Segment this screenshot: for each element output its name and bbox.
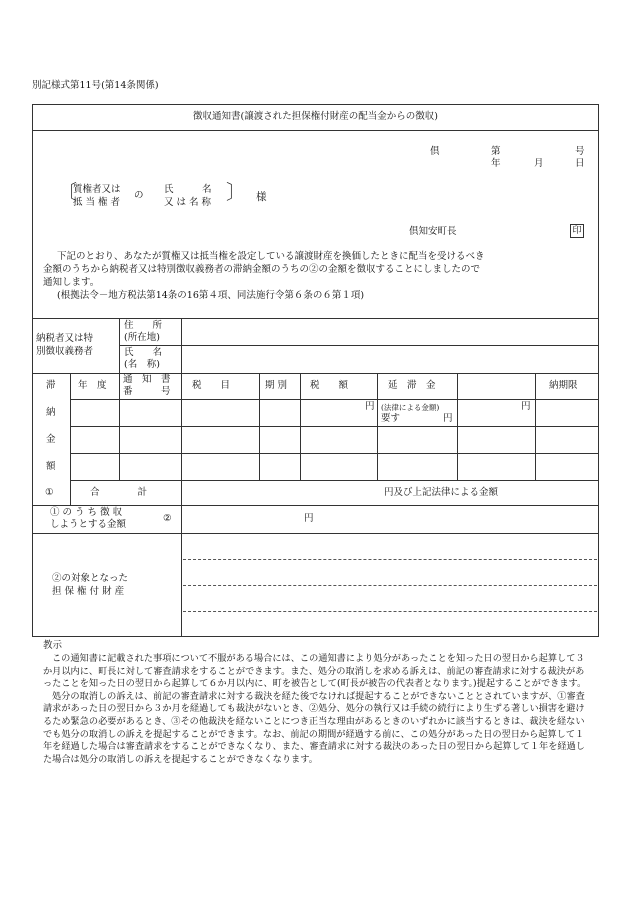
address-label-2: (所在地) — [124, 332, 160, 343]
header-notice-2: 番 号 — [123, 386, 171, 397]
divider — [32, 505, 599, 506]
late-fee-yen: 円 — [521, 401, 531, 412]
total-note: 円及び上記法律による金額 — [384, 487, 499, 498]
divider — [32, 318, 599, 319]
addressee-no: の — [134, 190, 144, 201]
yosu-label: 要す — [381, 413, 401, 424]
collect-label-1: ① の う ち 徴 収 — [50, 507, 123, 518]
divider — [32, 533, 599, 534]
header-year: 年 度 — [78, 380, 107, 391]
arrears-side-4: 額 — [46, 461, 56, 472]
right-bracket: 〕 — [226, 180, 246, 204]
addressee-line2-left: 抵 当 権 者 — [73, 197, 121, 208]
arrears-side-1: 滞 — [46, 380, 56, 391]
intro-line-2: 金額のうちから納税者又は特別徴収義務者の滞納金額のうちの②の金額を徴収することにしましたので — [43, 264, 481, 275]
dashed-line — [183, 559, 597, 560]
intro-line-4: (根拠法令－地方税法第14条の16第４項、同法施行令第６条の６第１項) — [57, 290, 365, 301]
addressee-line1-left: 質権者又は — [73, 184, 121, 195]
name-label-1: 氏 名 — [124, 347, 163, 358]
doc-number-go: 号 — [575, 146, 585, 157]
header-period: 期 別 — [265, 380, 288, 391]
divider — [70, 373, 71, 505]
property-label-2: 担 保 権 付 財 産 — [52, 586, 125, 597]
date-day: 日 — [575, 158, 585, 169]
form-reference: 別記様式第11号(第14条関係) — [32, 80, 159, 91]
date-month: 月 — [534, 158, 544, 169]
address-label-1: 住 所 — [124, 320, 163, 331]
notes-heading: 教示 — [43, 640, 63, 651]
property-label-1: ②の対象となった — [52, 573, 129, 584]
header-late-fee: 延 滞 金 — [388, 380, 436, 391]
intro-line-1: 下記のとおり、あなたが質権又は抵当権を設定している譲渡財産を換価したときに配当を受けるべき — [57, 251, 485, 262]
addressee-line1-right: 氏 名 — [164, 184, 212, 195]
notes-paragraph-2: 処分の取消しの訴えは、前記の審査請求に対する裁決を経た後でなければ提起することができないこととされていますが、①審査請求があった日の翌日から３か月を経過しても裁決がないとき、②処分、処分の執行又は手続の続行により生ずる著しい損害を避けるため緊急の必要があるとき、③その他裁決を経ないことにつき正当な理由があるときのいずれかに該当するときは、裁決を経ないでも処分の取消しの訴えを提起することができます。なお、前記の期間が経過する前に、この処分があった日の翌日から起算して１年を経過した場合は審査請求をすることができなくなり、また、審査請求に対する裁決のあった日の翌日から起算して１年を経過した場合は処分の取消しの訴えを提起することができなくなります。 — [43, 690, 585, 765]
left-bracket: 〔 — [57, 180, 77, 204]
issuer: 倶知安町長 — [409, 226, 457, 237]
header-notice-1: 通 知 書 — [123, 374, 171, 385]
header-due-date: 納期限 — [549, 380, 578, 391]
arrears-side-3: 金 — [46, 434, 56, 445]
divider — [119, 345, 599, 346]
seal-mark: 印 — [570, 224, 584, 238]
taxpayer-label-1: 納税者又は特 — [36, 333, 94, 344]
collect-marker: ② — [163, 513, 172, 524]
divider — [70, 426, 599, 427]
taxpayer-label-2: 別徴収義務者 — [36, 346, 94, 357]
amount-yen: 円 — [365, 401, 375, 412]
divider — [70, 480, 599, 481]
arrears-side-5: ① — [45, 487, 54, 498]
doc-number-prefix: 倶 — [430, 146, 440, 157]
doc-number-dai: 第 — [491, 146, 501, 157]
divider — [70, 399, 599, 400]
date-year: 年 — [491, 158, 501, 169]
dashed-line — [183, 585, 597, 586]
collect-label-2: しようとする金額 — [50, 519, 127, 530]
name-label-2: (名 称) — [124, 359, 160, 370]
divider — [32, 373, 599, 374]
intro-line-3: 通知します。 — [43, 277, 100, 288]
divider — [32, 130, 599, 131]
collect-yen: 円 — [304, 513, 314, 524]
total-label: 合 計 — [90, 487, 148, 498]
form-title: 徴収通知書(譲渡された担保権付財産の配当金からの徴収) — [193, 111, 438, 122]
divider — [70, 453, 599, 454]
yosu-yen: 円 — [443, 413, 453, 424]
arrears-side-2: 納 — [46, 407, 56, 418]
header-amount: 税 額 — [310, 380, 349, 391]
notes-body — [43, 653, 588, 766]
divider — [181, 533, 182, 637]
addressee-line2-right: 又 は 名 称 — [164, 197, 212, 208]
notes-paragraph-1: この通知書に記載された事項について不服がある場合には、この通知書により処分があったことを知った日の翌日から起算して３か月以内に、町長に対して審査請求をすることができます。また、処分の取消しを求める訴えは、前記の審査請求に対する裁決があったことを知った日の翌日から起算して６か月以内に、町を被告として(町長が被告の代表者となります。)提起することができます。 — [43, 653, 587, 690]
header-tax-item: 税 目 — [192, 380, 231, 391]
legal-rate-note: (法律による金額) — [381, 403, 440, 412]
dashed-line — [183, 611, 597, 612]
addressee-sama: 様 — [256, 191, 267, 203]
